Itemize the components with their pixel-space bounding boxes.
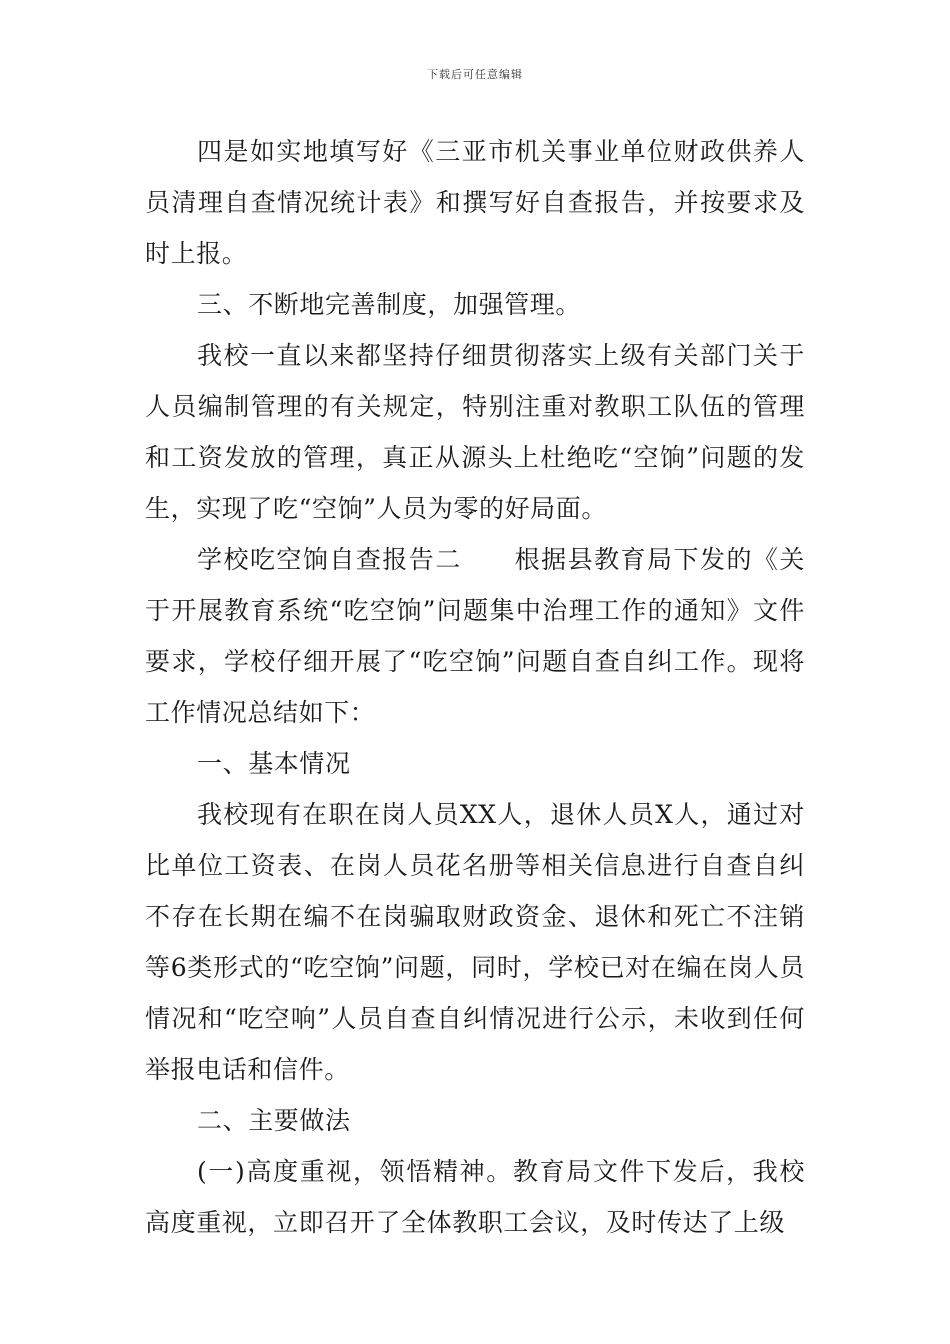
document-body	[145, 126, 805, 1248]
header-note: 下载后可任意编辑	[427, 68, 523, 81]
paragraph-item-1-report-submission: 四是如实地填写好《三亚市机关事业单位财政供养人员清理自查情况统计表》和撰写好自查报告，并按要求及时上报。	[145, 137, 805, 268]
paragraph-main-practice-1: (一)高度重视，领悟精神。教育局文件下发后，我校高度重视，立即召开了全体教职工会议，及时传达了上级	[145, 1157, 805, 1237]
section-heading-main-practices: 二、主要做法	[197, 1106, 351, 1135]
paragraph-basic-situation: 我校现有在职在岗人员XX人，退休人员X人，通过对比单位工资表、在岗人员花名册等相关信息进行自查自纠不存在长期在编不在岗骗取财政资金、退休和死亡不注销等6类形式的“吃空饷”问题，同时，学校已对在编在岗人员情况和“吃空响”人员自查自纠情况进行公示，未收到任何举报电话和信件。	[145, 800, 805, 1084]
section-heading-basic-situation: 一、基本情况	[197, 749, 351, 778]
paragraph-management-practice: 我校一直以来都坚持仔细贯彻落实上级有关部门关于人员编制管理的有关规定，特别注重对教职工队伍的管理和工资发放的管理，真正从源头上杜绝吃“空饷”问题的发生，实现了吃“空饷”人员为零的好局面。	[145, 341, 805, 523]
report-two-intro: 学校吃空饷自查报告二 根据县教育局下发的《关于开展教育系统“吃空饷”问题集中治理工作的通知》文件要求，学校仔细开展了“吃空饷”问题自查自纠工作。现将工作情况总结如下：	[145, 545, 805, 727]
section-heading-improve-system: 三、不断地完善制度，加强管理。	[197, 290, 582, 319]
